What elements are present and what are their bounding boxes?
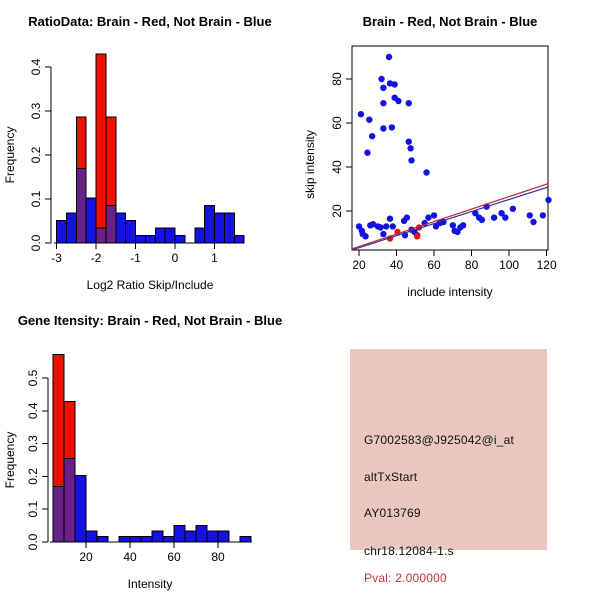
data-point-not-brain-blue (479, 217, 485, 223)
y-axis-label: Frequency (3, 431, 17, 489)
data-point-not-brain-blue (395, 98, 401, 104)
y-tick-label: 0.4 (29, 58, 43, 76)
x-tick-label: 120 (536, 258, 557, 272)
x-tick-label: 80 (464, 258, 479, 272)
x-tick-label: 40 (123, 550, 137, 564)
data-point-not-brain-blue (407, 145, 413, 151)
event-type-text: altTxStart (364, 470, 418, 484)
y-axis-label: Frequency (3, 126, 17, 184)
hist-bar-not-brain-blue (66, 213, 76, 243)
y-tick-label: 20 (330, 204, 344, 218)
hist-bar-overlap-purple (106, 206, 116, 243)
data-point-not-brain-blue (545, 197, 551, 203)
x-axis-label: Log2 Ratio Skip/Include (86, 278, 214, 292)
hist-bar-not-brain-blue (185, 531, 196, 542)
y-tick-label: 0.1 (29, 190, 43, 208)
y-tick-label: 80 (330, 72, 344, 86)
hist-bar-overlap-purple (64, 459, 75, 542)
x-axis-label: include intensity (407, 285, 493, 299)
data-point-not-brain-blue (380, 125, 386, 131)
y-tick-label: 0.2 (26, 468, 40, 485)
hist-bar-not-brain-blue (155, 228, 165, 243)
x-tick-label: 80 (211, 550, 225, 564)
x-tick-label: -2 (90, 251, 102, 265)
data-point-not-brain-blue (450, 222, 456, 228)
x-tick-label: 60 (427, 258, 441, 272)
data-point-not-brain-blue (510, 206, 516, 212)
hist-bar-brain-red (96, 54, 106, 243)
hist-bar-not-brain-blue (174, 525, 185, 542)
data-point-not-brain-blue (391, 81, 397, 87)
hist-bar-not-brain-blue (215, 213, 225, 243)
hist-bar-overlap-purple (96, 228, 106, 243)
y-tick-label: 60 (330, 116, 344, 130)
hist-bar-not-brain-blue (119, 536, 130, 542)
hist-bar-not-brain-blue (126, 221, 136, 243)
y-tick-label: 40 (330, 160, 344, 174)
ratio-histogram-panel (0, 0, 300, 300)
x-tick-label: 60 (167, 550, 181, 564)
hist-bar-not-brain-blue (97, 536, 108, 542)
info-panel (300, 300, 600, 600)
data-point-not-brain-blue (383, 223, 389, 229)
data-point-not-brain-blue (358, 111, 364, 117)
hist-bar-not-brain-blue (195, 228, 205, 243)
skip-include-scatter-panel (300, 0, 600, 300)
data-point-not-brain-blue (530, 219, 536, 225)
hist-bar-not-brain-blue (165, 228, 175, 243)
y-tick-label: 0.3 (26, 435, 40, 452)
data-point-not-brain-blue (431, 212, 437, 218)
gene-info-box (350, 349, 547, 585)
x-tick-label: 20 (79, 550, 93, 564)
hist-bar-not-brain-blue (57, 221, 67, 243)
data-point-not-brain-blue (425, 214, 431, 220)
hist-bar-not-brain-blue (196, 525, 207, 542)
data-point-not-brain-blue (366, 117, 372, 123)
x-tick-label: 1 (211, 251, 218, 265)
hist-bar-not-brain-blue (75, 475, 86, 542)
hist-bar-not-brain-blue (224, 213, 234, 243)
hist-bar-not-brain-blue (205, 206, 215, 243)
hist-bar-overlap-purple (76, 169, 86, 243)
x-tick-label: 40 (389, 258, 404, 272)
hist-bar-not-brain-blue (240, 536, 251, 542)
data-point-brain-red (414, 233, 420, 239)
hist-bar-not-brain-blue (145, 236, 155, 243)
x-tick-label: -1 (130, 251, 141, 265)
data-point-not-brain-blue (362, 233, 368, 239)
hist-bar-not-brain-blue (86, 198, 96, 243)
data-point-not-brain-blue (540, 212, 546, 218)
locus-text: chr18.12084-1.s (364, 544, 454, 558)
hist-bar-not-brain-blue (136, 236, 146, 243)
hist-bar-not-brain-blue (207, 531, 218, 542)
data-point-not-brain-blue (491, 214, 497, 220)
data-point-not-brain-blue (527, 212, 533, 218)
gene-intensity-histogram-panel (0, 300, 300, 600)
brain-fit-line (352, 184, 548, 249)
y-tick-label: 0.0 (29, 234, 43, 252)
hist-bar-not-brain-blue (218, 531, 229, 542)
hist-bar-not-brain-blue (163, 536, 174, 542)
hist-bar-not-brain-blue (234, 236, 244, 243)
chart-title: Brain - Red, Not Brain - Blue (362, 14, 538, 29)
y-axis-label: skip intensity (303, 130, 317, 199)
data-point-not-brain-blue (502, 214, 508, 220)
data-point-not-brain-blue (423, 169, 429, 175)
data-point-not-brain-blue (460, 222, 466, 228)
data-point-not-brain-blue (380, 231, 386, 237)
data-point-not-brain-blue (404, 214, 410, 220)
chart-title: RatioData: Brain - Red, Not Brain - Blue (28, 14, 272, 29)
hist-bar-not-brain-blue (130, 536, 141, 542)
data-point-not-brain-blue (406, 100, 412, 106)
hist-bar-not-brain-blue (141, 536, 152, 542)
chart-title: Gene Itensity: Brain - Red, Not Brain - Blue (17, 313, 283, 328)
x-axis-label: Intensity (127, 577, 173, 591)
data-point-not-brain-blue (369, 133, 375, 139)
y-tick-label: 0.2 (29, 146, 43, 164)
y-tick-label: 0.3 (29, 102, 43, 120)
data-point-not-brain-blue (378, 76, 384, 82)
y-tick-label: 0.5 (26, 369, 40, 387)
y-tick-label: 0.0 (26, 533, 40, 551)
probe-id-text: G7002583@J925042@i_at (364, 433, 515, 447)
data-point-not-brain-blue (408, 157, 414, 163)
data-point-not-brain-blue (389, 124, 395, 130)
accession-text: AY013769 (364, 506, 421, 520)
hist-bar-not-brain-blue (175, 236, 185, 243)
x-tick-label: 100 (499, 258, 520, 272)
x-tick-label: -3 (51, 251, 62, 265)
data-point-not-brain-blue (380, 100, 386, 106)
data-point-not-brain-blue (364, 150, 370, 156)
data-point-not-brain-blue (387, 216, 393, 222)
hist-bar-not-brain-blue (152, 531, 163, 542)
data-point-not-brain-blue (406, 139, 412, 145)
hist-bar-not-brain-blue (86, 531, 97, 542)
x-tick-label: 20 (352, 258, 366, 272)
x-tick-label: 0 (171, 251, 179, 265)
pval-text: Pval: 2.000000 (364, 571, 447, 585)
y-tick-label: 0.1 (26, 500, 40, 518)
data-point-not-brain-blue (386, 54, 392, 60)
hist-bar-overlap-purple (53, 487, 64, 542)
hist-bar-not-brain-blue (116, 213, 126, 243)
data-point-not-brain-blue (380, 85, 386, 91)
y-tick-label: 0.4 (26, 402, 40, 420)
data-point-not-brain-blue (377, 224, 383, 230)
not-brain-fit-line (352, 187, 548, 250)
data-point-not-brain-blue (390, 223, 396, 229)
